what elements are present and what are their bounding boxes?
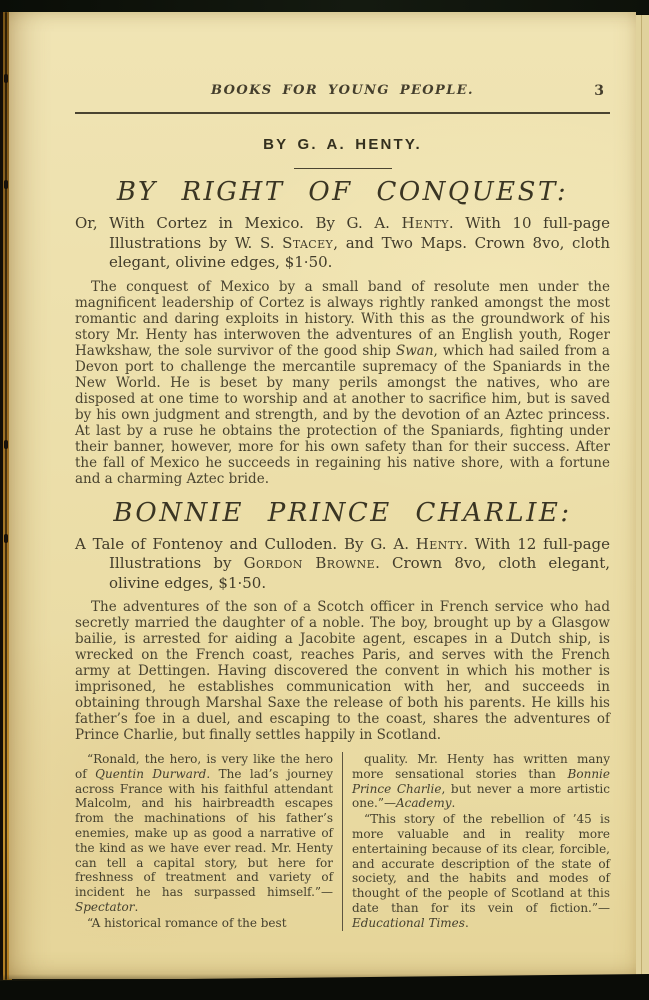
page-edge-stack [635,15,649,976]
book-title-bonnie-prince-charlie: BONNIE PRINCE CHARLIE: [113,497,572,528]
reviews-left-column [75,752,342,931]
page-number: 3 [594,83,604,99]
author-rule [294,168,392,169]
stitch-mark [4,534,8,543]
stitch-mark [4,180,8,189]
review-quote-academy: quality. Mr. Henty has written many more sensational stories than Bonnie Prince Charlie, but never a more artistic one.”—Academy. [351,752,610,811]
page-content [75,12,610,979]
description-bonnie-prince-charlie: The adventures of the son of a Scotch officer in French service who had secretly married the daughter of a noble. The boy, brought up by a Glasgow bailie, is arrested for aiding a Jacobite agent, escapes in a Dutch ship, is wrecked on the French coast, reaches Paris, and serves with the French army at Dettingen. Having discovered the convent in which his mother is imprisoned, he establishes communication with her, and succeeds in obtaining through Marshal Saxe the release of both his parents. He kills his father’s foe in a duel, and escaping to the coast, shares the adventures of Prince Charlie, but finally settles happily in Scotland. [75,599,610,743]
review-quote-continued: “A historical romance of the best [87,915,287,930]
page [9,12,636,979]
review-quote-educational-times: “This story of the rebellion of ’45 is more valuable and in reality more entertaining because of its clear, forcible, and accurate description of the state of society, and the habits and modes of thought of the people of Scotland at this date than for its vein of fiction.”—Educational Times. [351,812,610,930]
reviews-right-column [343,752,610,931]
stitch-mark [4,440,8,449]
press-reviews [75,752,610,931]
imprint-bonnie-prince-charlie: A Tale of Fontenoy and Culloden. By G. A. Henty. With 12 full-page Illustrations by Gordon Browne. Crown 8vo, cloth elegant, olivine edges, $1·50. [75,534,610,592]
description-by-right-of-conquest: The conquest of Mexico by a small band of resolute men under the magnificent leadership of Cortez is always rightly ranked amongst the most romantic and daring exploits in history. With this as the groundwork of his story Mr. Henty has interwoven the adventures of an English youth, Roger Hawkshaw, the sole survivor of the good ship Swan, which had sailed from a Devon port to challenge the mercantile supremacy of the Spaniards in the New World. He is beset by many perils amongst the natives, who are disposed at one time to worship and at another to sacrifice him, but is saved by his own judgment and strength, and by the devotion of an Aztec princess. At last by a ruse he obtains the protection of the Spaniards, fighting under their banner, however, more for his own safety than for their success. After the fall of Mexico he succeeds in regaining his native shore, with a fortune and a charming Aztec bride. [75,278,610,487]
running-header [75,84,610,98]
running-title: BOOKS FOR YOUNG PEOPLE. [211,83,474,98]
book-title-by-right-of-conquest: BY RIGHT OF CONQUEST: [116,177,569,207]
author-heading: BY G. A. HENTY. [263,136,422,153]
review-quote-spectator: “Ronald, the hero, is very like the hero of Quentin Durward. The lad’s journey across France with his faithful attendant Malcolm, and his hairbreadth escapes from the machinations of his father’s enemies, make up as good a narrative of the kind as we have ever read. Mr. Henty can tell a capital story, but here for freshness of treatment and variety of incident he has surpassed himself.”—Spectator. [75,752,334,914]
imprint-by-right-of-conquest: Or, With Cortez in Mexico. By G. A. Henty. With 10 full-page Illustrations by W. S. Stacey, and Two Maps. Crown 8vo, cloth elegant, olivine edges, $1·50. [75,214,610,271]
header-rule [75,112,610,114]
stitch-mark [4,74,8,83]
